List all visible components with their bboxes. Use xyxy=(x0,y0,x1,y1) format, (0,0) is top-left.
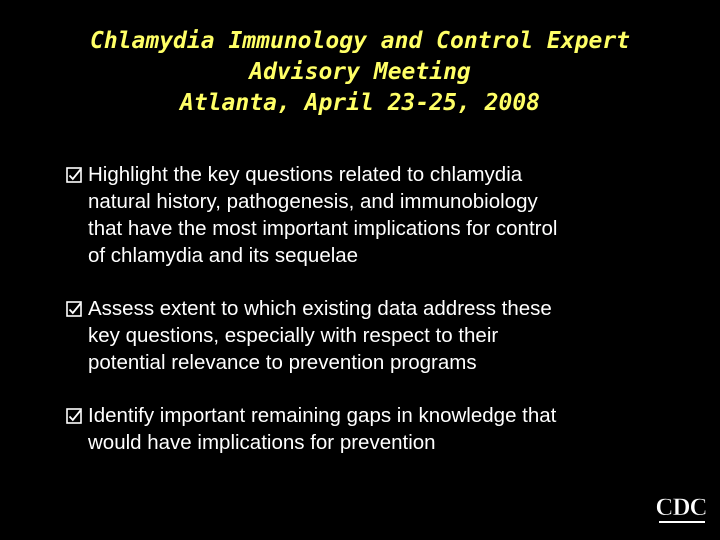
cdc-logo xyxy=(653,495,709,527)
checkbox-checked-icon xyxy=(66,408,82,424)
bullet-line: natural history, pathogenesis, and immunobiology xyxy=(88,190,538,213)
bullet-line: key questions, especially with respect to their xyxy=(88,324,499,347)
bullet-text xyxy=(88,295,666,376)
bullet-item-3 xyxy=(66,402,666,456)
cdc-logo-underline xyxy=(659,521,705,523)
bullet-line: would have implications for prevention xyxy=(88,431,436,454)
title-line-2: Advisory Meeting xyxy=(249,59,471,85)
bullet-item-1 xyxy=(66,161,666,269)
bullet-line: potential relevance to prevention programs xyxy=(88,351,477,374)
cdc-logo-text: CDC xyxy=(655,494,707,521)
bullet-list xyxy=(66,161,666,482)
bullet-item-2 xyxy=(66,295,666,376)
bullet-text xyxy=(88,402,666,456)
checkbox-checked-icon xyxy=(66,301,82,317)
slide-title xyxy=(40,26,680,119)
title-line-3: Atlanta, April 23-25, 2008 xyxy=(179,90,541,116)
bullet-line: Assess extent to which existing data address these xyxy=(88,297,552,320)
bullet-line: Identify important remaining gaps in knowledge that xyxy=(88,404,557,427)
bullet-line: of chlamydia and its sequelae xyxy=(88,244,359,267)
bullet-line: that have the most important implications for control xyxy=(88,217,558,240)
bullet-line: Highlight the key questions related to chlamydia xyxy=(88,163,523,186)
checkbox-checked-icon xyxy=(66,167,82,183)
bullet-text xyxy=(88,161,666,269)
title-line-1: Chlamydia Immunology and Control Expert xyxy=(89,28,631,54)
